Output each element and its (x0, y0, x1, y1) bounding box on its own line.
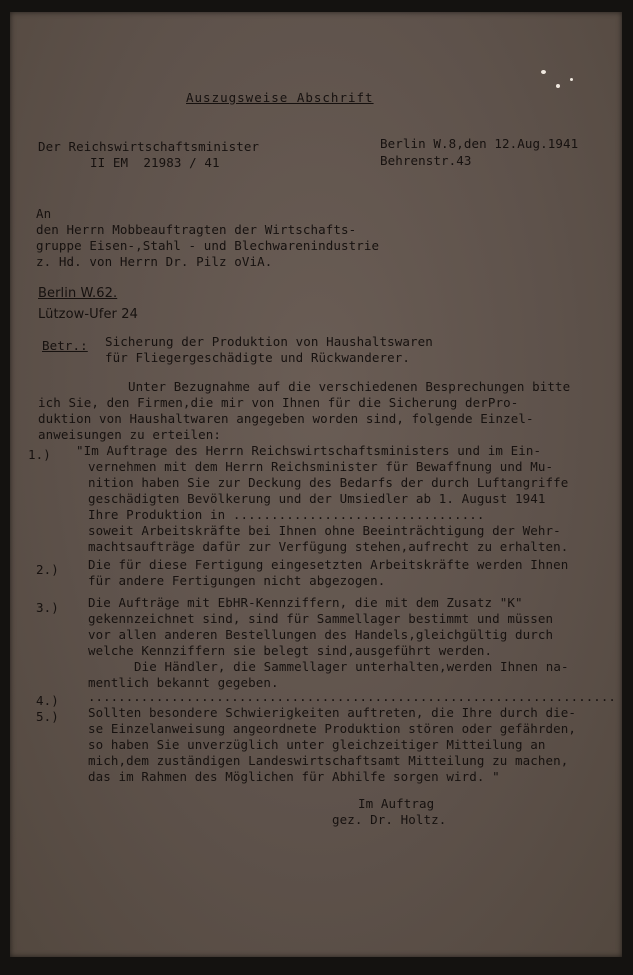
document-page (10, 12, 622, 957)
item-4-placeholder: ...................................................................... (88, 689, 616, 704)
intro-line: ich Sie, den Firmen,die mir von Ihnen für die Sicherung derPro- (38, 395, 519, 410)
item-5-number: 5.) (36, 709, 59, 724)
item-2-line: Die für diese Fertigung eingesetzten Arbeitskräfte werden Ihnen (88, 557, 569, 572)
intro-line: anweisungen zu erteilen: (38, 427, 222, 442)
item-3-line: mentlich bekannt gegeben. (88, 675, 279, 690)
item-4-number: 4.) (36, 693, 59, 708)
item-1-line: nition haben Sie zur Deckung des Bedarfs der durch Luftangriffe (88, 475, 569, 490)
address-city: Berlin W.62. (38, 286, 118, 301)
item-5-line: das im Rahmen des Möglichen für Abhilfe sorgen wird. " (88, 769, 500, 784)
item-1-number: 1.) (28, 447, 51, 462)
subject-label: Betr.: (42, 338, 88, 353)
subject-line-2: für Fliegergeschädigte und Rückwanderer. (105, 350, 411, 365)
paper-blemish (541, 70, 546, 74)
address-street: Lützow-Ufer 24 (38, 307, 138, 322)
intro-line: duktion von Haushaltwaren angegeben worden sind, folgende Einzel- (38, 411, 534, 426)
item-5-line: mich,dem zuständigen Landeswirtschaftsamt Mitteilung zu machen, (88, 753, 569, 768)
item-3-line: gekennzeichnet sind, sind für Sammellager bestimmt und müssen (88, 611, 554, 626)
item-1-line: "Im Auftrage des Herrn Reichswirtschaftsministers und im Ein- (76, 443, 542, 458)
street-address: Behrenstr.43 (380, 153, 472, 168)
item-1-line: vernehmen mit dem Herrn Reichsminister für Bewaffnung und Mu- (88, 459, 554, 474)
item-5-line: Sollten besondere Schwierigkeiten auftreten, die Ihre durch die- (88, 705, 577, 720)
address-line-2: den Herrn Mobbeauftragten der Wirtschafts- (36, 222, 357, 237)
address-line-1: An (36, 206, 52, 221)
item-1-line: geschädigten Bevölkerung und der Umsiedler ab 1. August 1941 (88, 491, 546, 506)
address-line-3: gruppe Eisen-,Stahl - und Blechwarenindustrie (36, 238, 380, 253)
sender-line-1: Der Reichswirtschaftsminister (38, 139, 260, 154)
item-3-line: Die Aufträge mit EbHR-Kennziffern, die mit dem Zusatz "K" (88, 595, 523, 610)
intro-line: Unter Bezugnahme auf die verschiedenen Besprechungen bitte (128, 379, 571, 394)
item-3-line: Die Händler, die Sammellager unterhalten,werden Ihnen na- (134, 659, 569, 674)
item-3-number: 3.) (36, 600, 59, 615)
address-line-4: z. Hd. von Herrn Dr. Pilz oViA. (36, 254, 273, 269)
place-date: Berlin W.8,den 12.Aug.1941 (380, 136, 579, 151)
item-1-line: soweit Arbeitskräfte bei Ihnen ohne Beeinträchtigung der Wehr- (88, 523, 561, 538)
signature-line-2: gez. Dr. Holtz. (332, 812, 447, 827)
document-heading: Auszugsweise Abschrift (186, 90, 374, 105)
paper-blemish (556, 84, 560, 88)
item-3-line: welche Kennziffern sie belegt sind,ausgeführt werden. (88, 643, 493, 658)
sender-reference: II EM 21983 / 41 (90, 155, 220, 170)
item-2-number: 2.) (36, 562, 59, 577)
subject-line-1: Sicherung der Produktion von Haushaltswaren (105, 334, 433, 349)
signature-line-1: Im Auftrag (358, 796, 435, 811)
item-5-line: se Einzelanweisung angeordnete Produktion stören oder gefährden, (88, 721, 577, 736)
item-1-line: machtsaufträge dafür zur Verfügung stehen,aufrecht zu erhalten. (88, 539, 569, 554)
paper-blemish (570, 78, 573, 81)
item-3-line: vor allen anderen Bestellungen des Handels,gleichgültig durch (88, 627, 554, 642)
item-1-line: Ihre Produktion in ................................. (88, 507, 485, 522)
item-5-line: so haben Sie unverzüglich unter gleichzeitiger Mitteilung an (88, 737, 546, 752)
item-2-line: für andere Fertigungen nicht abgezogen. (88, 573, 386, 588)
